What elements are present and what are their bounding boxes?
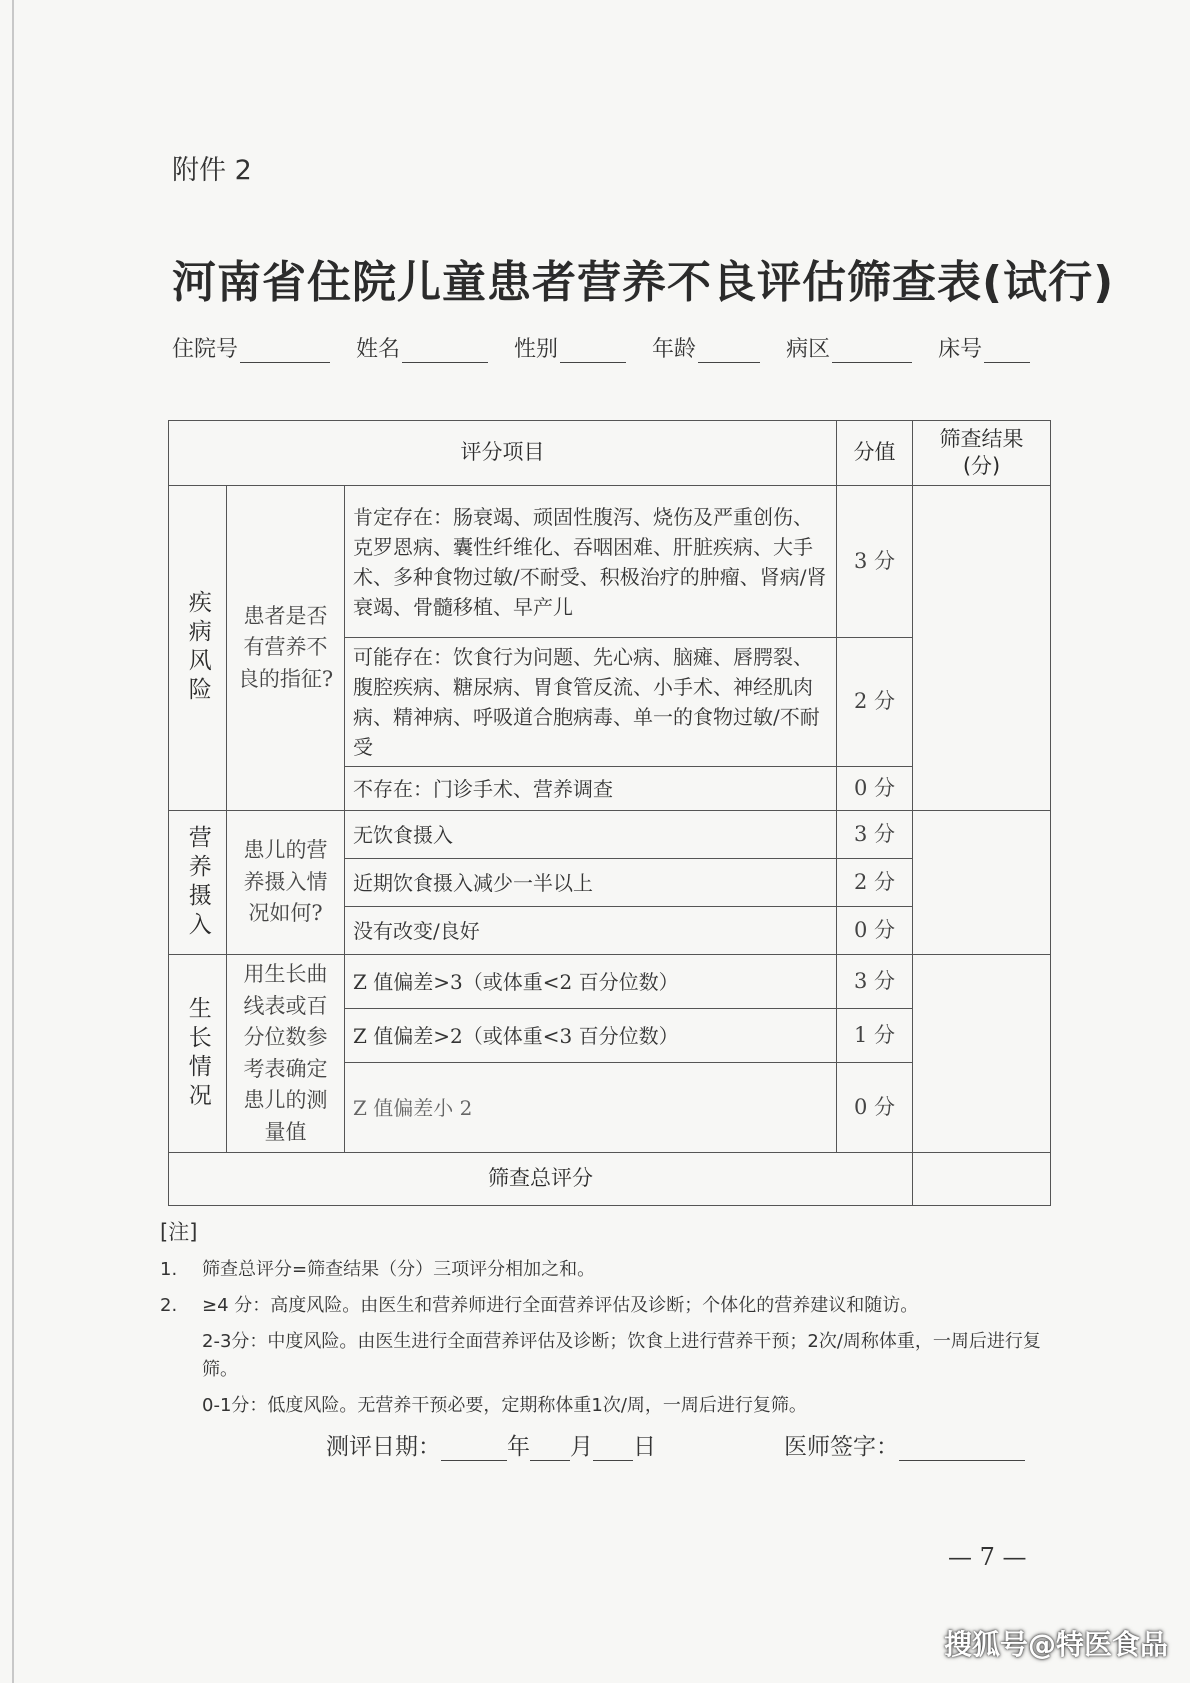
header-score: 分值 (837, 421, 913, 486)
physician-signature (784, 1428, 1025, 1461)
total-score-label: 筛查总评分 (169, 1153, 913, 1206)
field-label: 性别 (514, 337, 559, 362)
item-intake-reduced: 近期饮食摄入减少一半以上 (345, 859, 837, 907)
item-disease-definite: 肯定存在：肠衰竭、顽固性腹泻、烧伤及严重创伤、克罗恩病、囊性纤维化、吞咽困难、肝脏疾病、大手术、多种食物过敏/不耐受、积极治疗的肿瘤、肾病/肾衰竭、骨髓移植、早产儿 (345, 486, 837, 638)
score-growth-small: 0 分 (837, 1063, 913, 1153)
category-growth: 生长情况 (169, 955, 227, 1153)
score-disease-definite: 3 分 (837, 486, 913, 638)
page-number: — 7 — (948, 1543, 1027, 1571)
category-intake: 营养摄入 (169, 811, 227, 955)
note-item (160, 1256, 1060, 1284)
blank-line[interactable] (832, 338, 912, 363)
notes-title: [注] (160, 1220, 198, 1244)
page-edge (12, 0, 14, 1683)
note-sub-low: 0-1分：低度风险。无营养干预必要，定期称体重1次/周，一周后进行复筛。 (202, 1394, 807, 1416)
blank-line[interactable] (698, 338, 760, 363)
field-admission-no[interactable] (172, 332, 330, 363)
field-bed-no[interactable] (938, 332, 1030, 363)
field-name[interactable] (356, 332, 488, 363)
field-ward[interactable] (786, 332, 912, 363)
note-sub-moderate: 2-3分：中度风险。由医生进行全面营养评估及诊断；饮食上进行营养干预；2次/周称体重，一周后进行复筛。 (202, 1330, 1041, 1380)
result-cell-disease[interactable] (913, 486, 1051, 811)
field-label: 年龄 (652, 337, 697, 362)
item-intake-none: 无饮食摄入 (345, 811, 837, 859)
month-label: 月 (570, 1434, 593, 1460)
field-label: 床号 (938, 337, 983, 362)
result-cell-growth[interactable] (913, 955, 1051, 1153)
score-intake-reduced: 2 分 (837, 859, 913, 907)
item-disease-possible: 可能存在：饮食行为问题、先心病、脑瘫、唇腭裂、腹腔疾病、糖尿病、胃食管反流、小手术、神经肌肉病、精神病、呼吸道合胞病毒、单一的食物过敏/不耐受 (345, 638, 837, 767)
note-number: 1. (160, 1259, 178, 1280)
field-age[interactable] (652, 332, 760, 363)
blank-line[interactable] (240, 338, 330, 363)
question-growth: 用生长曲线表或百分位数参考表确定患儿的测量值 (227, 955, 345, 1153)
year-blank[interactable] (441, 1436, 507, 1461)
screening-table (168, 420, 1051, 1206)
question-disease: 患者是否有营养不良的指征? (227, 486, 345, 811)
score-disease-none: 0 分 (837, 767, 913, 811)
score-intake-none: 3 分 (837, 811, 913, 859)
score-intake-good: 0 分 (837, 907, 913, 955)
date-label: 测评日期： (326, 1434, 441, 1460)
month-blank[interactable] (530, 1436, 570, 1461)
field-sex[interactable] (514, 332, 626, 363)
blank-line[interactable] (984, 338, 1030, 363)
signature-label: 医师签字： (784, 1434, 899, 1460)
item-growth-z3: Z 值偏差>3（或体重<2 百分位数） (345, 955, 837, 1009)
category-disease-risk: 疾病风险 (169, 486, 227, 811)
score-disease-possible: 2 分 (837, 638, 913, 767)
score-growth-z3: 3 分 (837, 955, 913, 1009)
total-score-cell[interactable] (913, 1153, 1051, 1206)
question-intake: 患儿的营养摄入情况如何? (227, 811, 345, 955)
assessment-date (326, 1428, 656, 1461)
score-growth-z2: 1 分 (837, 1009, 913, 1063)
note-item (160, 1292, 1060, 1320)
header-item: 评分项目 (169, 421, 837, 486)
watermark: 搜狐号@特医食品 (943, 1628, 1168, 1661)
item-growth-z2: Z 值偏差>2（或体重<3 百分位数） (345, 1009, 837, 1063)
annex-label: 附件 2 (172, 155, 252, 186)
field-label: 病区 (786, 337, 831, 362)
field-label: 姓名 (356, 337, 401, 362)
note-text: ≥4 分：高度风险。由医生和营养师进行全面营养评估及诊断；个体化的营养建议和随访。 (202, 1294, 919, 1316)
note-number: 2. (160, 1294, 178, 1316)
field-label: 住院号 (172, 337, 239, 362)
note-text: 筛查总评分=筛查结果（分）三项评分相加之和。 (202, 1259, 596, 1280)
item-disease-none: 不存在：门诊手术、营养调查 (345, 767, 837, 811)
notes-section (160, 1216, 1060, 1427)
blank-line[interactable] (402, 338, 488, 363)
blank-line[interactable] (560, 338, 626, 363)
patient-info-fields (172, 332, 1030, 363)
page-title: 河南省住院儿童患者营养不良评估筛查表(试行) (172, 257, 1115, 308)
result-cell-intake[interactable] (913, 811, 1051, 955)
year-label: 年 (507, 1434, 530, 1460)
item-intake-good: 没有改变/良好 (345, 907, 837, 955)
day-label: 日 (633, 1434, 656, 1460)
item-growth-small: Z 值偏差小 2 (345, 1063, 837, 1153)
header-result: 筛查结果(分) (913, 421, 1051, 486)
signature-blank[interactable] (899, 1436, 1025, 1461)
day-blank[interactable] (593, 1436, 633, 1461)
